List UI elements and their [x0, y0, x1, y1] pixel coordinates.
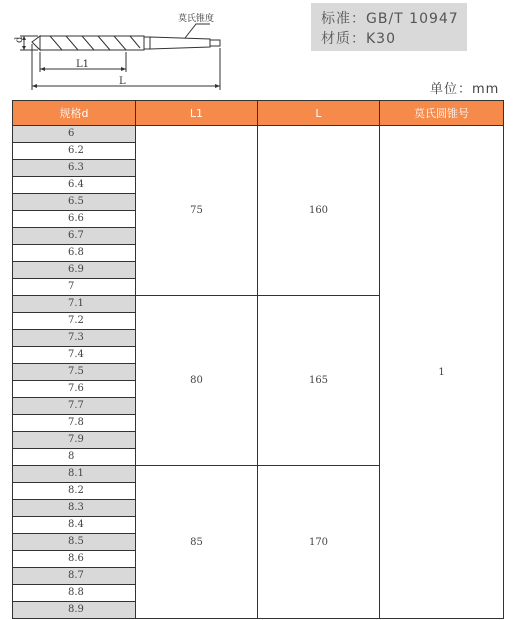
size-cell: 6.5	[13, 194, 136, 211]
taper-label: 莫氏锥度	[178, 14, 215, 24]
size-cell: 8.3	[13, 500, 136, 517]
spec-table	[12, 100, 504, 619]
size-cell: 7.4	[13, 347, 136, 364]
size-cell: 8.1	[13, 466, 136, 483]
header-l: L	[258, 101, 380, 126]
l-cell: 160	[258, 126, 380, 296]
size-cell: 8.7	[13, 568, 136, 585]
drill-neck	[144, 37, 150, 49]
l1-label: L1	[76, 59, 90, 70]
l-cell: 165	[258, 296, 380, 466]
size-cell: 7.5	[13, 364, 136, 381]
size-cell: 6.4	[13, 177, 136, 194]
size-cell: 8.2	[13, 483, 136, 500]
size-cell: 6.3	[13, 160, 136, 177]
drill-tang	[210, 40, 220, 46]
header-morse: 莫氏圆锥号	[380, 101, 504, 126]
size-cell: 6.9	[13, 262, 136, 279]
taper-leader	[185, 24, 210, 38]
unit-label: 单位：mm	[430, 82, 500, 97]
size-cell: 8.8	[13, 585, 136, 602]
size-cell: 7.1	[13, 296, 136, 313]
table-row	[13, 126, 504, 143]
header-l1: L1	[136, 101, 258, 126]
drill-diagram	[10, 6, 240, 91]
size-cell: 6.6	[13, 211, 136, 228]
standard-text: 标准：GB/T 10947	[321, 11, 459, 27]
size-cell: 7.9	[13, 432, 136, 449]
size-cell: 7.7	[13, 398, 136, 415]
morse-cell: 1	[380, 126, 504, 619]
size-cell: 6.2	[13, 143, 136, 160]
spec-box	[311, 3, 467, 51]
size-cell: 6	[13, 126, 136, 143]
l1-cell: 85	[136, 466, 258, 619]
size-cell: 8	[13, 449, 136, 466]
size-cell: 8.5	[13, 534, 136, 551]
size-cell: 7.6	[13, 381, 136, 398]
size-cell: 7	[13, 279, 136, 296]
drill-tip	[32, 36, 40, 50]
l-label: L	[119, 76, 126, 87]
drill-flutes	[50, 36, 140, 50]
l1-cell: 75	[136, 126, 258, 296]
material-text: 材质：K30	[321, 31, 396, 47]
size-cell: 7.3	[13, 330, 136, 347]
size-cell: 8.6	[13, 551, 136, 568]
size-cell: 8.9	[13, 602, 136, 619]
table-header-row	[13, 101, 504, 126]
size-cell: 6.7	[13, 228, 136, 245]
l-cell: 170	[258, 466, 380, 619]
drill-taper-shank	[150, 37, 210, 49]
size-cell: 7.8	[13, 415, 136, 432]
size-cell: 6.8	[13, 245, 136, 262]
header-size: 规格d	[13, 101, 136, 126]
table-body	[13, 126, 504, 619]
size-cell: 7.2	[13, 313, 136, 330]
d-label: d	[14, 36, 25, 43]
l1-cell: 80	[136, 296, 258, 466]
size-cell: 8.4	[13, 517, 136, 534]
